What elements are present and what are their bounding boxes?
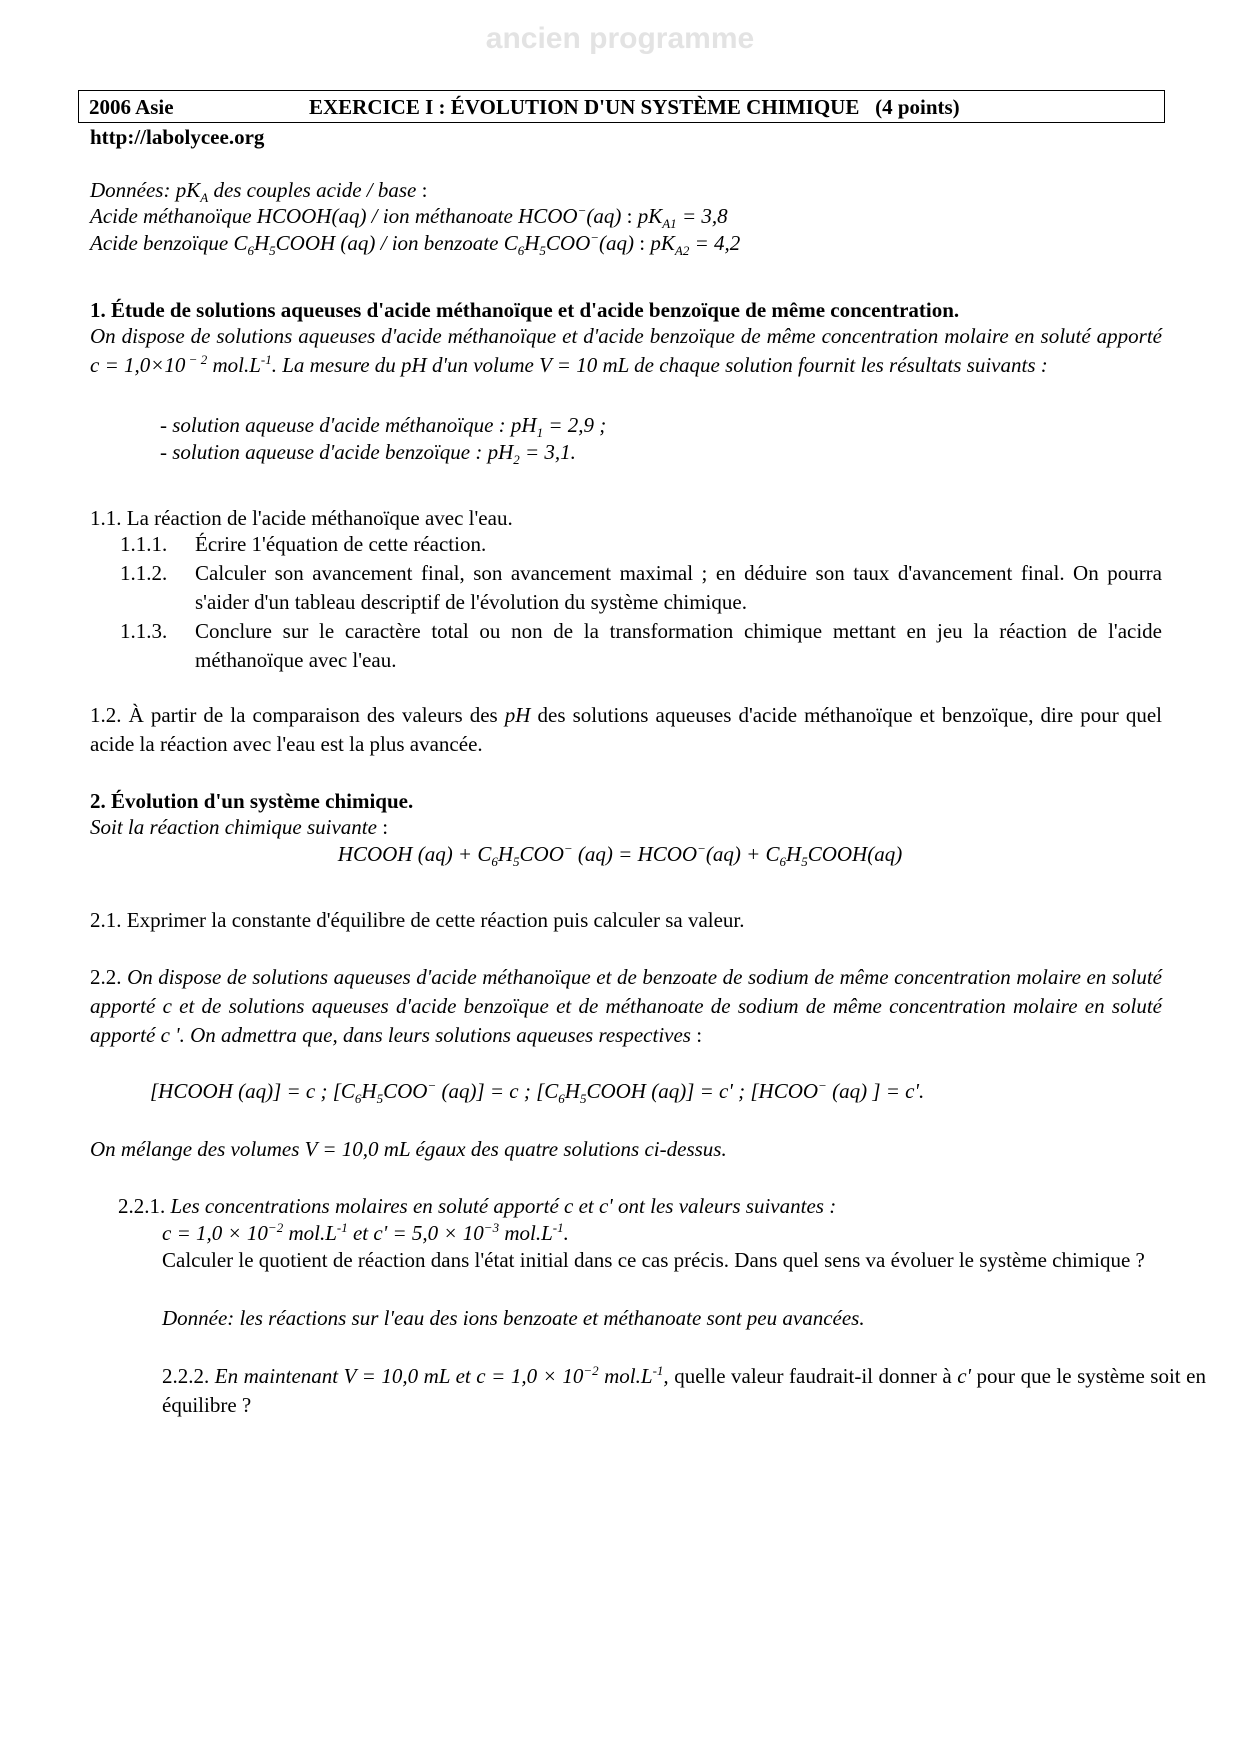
source-link[interactable]: http://labolycee.org <box>90 125 265 149</box>
part1-paragraph: On dispose de solutions aqueuses d'acide méthanoïque et d'acide benzoïque de même concentration molaire en soluté apporté c = 1,0×10 $^{- 2}$ $mol.L^{-1}$. La mesure du pH d'un volume V = 10 mL de chaque solution fournit les résultats suivants : <box>90 324 1162 377</box>
result-ph1: - solution aqueuse d'acide méthanoïque : $pH_1 = 2,9$ ; <box>160 413 607 441</box>
question-2-2-1-note: Donnée: les réactions sur l'eau des ions benzoate et méthanoate sont peu avancées. <box>162 1306 865 1330</box>
question-1-2: 1.2. À partir de la comparaison des valeurs des pH des solutions aqueuses d'acide méthanoïque et benzoïque, dire pour quel acide la réaction avec l'eau est la plus avancée. <box>90 703 1162 756</box>
result-ph2: - solution aqueuse d'acide benzoïque : $pH_2 = 3,1$. <box>160 440 576 468</box>
data-pka1: Acide méthanoïque HCOOH(aq) / ion méthanoate HCOO−(aq) : $pK_{A1} = 3,8$ <box>90 203 728 232</box>
question-2-2: 2.2. On dispose de solutions aqueuses d'acide méthanoïque et de benzoate de sodium de même concentration molaire en soluté apporté c et de solutions aqueuses d'acide benzoïque et de méthanoate de sodium de même concentration molaire en soluté apporté c '. On admettra que, dans leurs solutions aqueuses respectives : <box>90 965 1163 1047</box>
reaction-equation: HCOOH $(aq) + C_6H_5COO^-$ (aq) = HCOO−(aq) + $C_6H_5COOH(aq)$ <box>337 841 903 870</box>
part2-intro: Soit la réaction chimique suivante : <box>90 815 389 839</box>
part1-heading: 1. Étude de solutions aqueuses d'acide méthanoïque et d'acide benzoïque de même concentration. <box>90 298 960 322</box>
question-1-1-2: 1.1.2. Calculer son avancement final, son avancement maximal ; en déduire son taux d'avancement final. On pourra s'aider d'un tableau descriptif de l'évolution du système chimique. <box>120 561 1162 614</box>
exam-year-location: 2006 Asie <box>89 95 174 119</box>
exercise-header-box <box>78 90 1165 123</box>
exercise-title: EXERCICE I : ÉVOLUTION D'UN SYSTÈME CHIMIQUE (4 points) <box>309 95 960 119</box>
concentration-values: $c = 1,0 \times 10^{-2}$ $mol.L^{-1}$ et $c' = 5,0 \times 10^{-3}$ $mol.L^{-1}$. <box>162 1220 569 1245</box>
question-2-2-2: 2.2.2. En maintenant V = 10,0 mL et $c = 1,0 \times 10^{-2}$ $mol.L^{-1}$, quelle valeur faudrait-il donner à c' pour que le système soit en équilibre ? <box>162 1363 1206 1417</box>
data-intro: Données: $pK_A$ des couples acide / base : <box>90 178 428 206</box>
mixing-statement: On mélange des volumes V = 10,0 mL égaux des quatre solutions ci-dessus. <box>90 1137 727 1161</box>
concentration-assumptions: [HCOOH (aq)] = c ; [$C_6H_5COO^-$ (aq)] = c ; [$C_6H_5COOH$ (aq)] = c' ; [HCOO− (aq) ] = c'. <box>150 1078 925 1107</box>
question-2-2-1-ask: Calculer le quotient de réaction dans l'état initial dans ce cas précis. Dans quel sens va évoluer le système chimique ? <box>162 1248 1145 1272</box>
question-2-2-1: 2.2.1. Les concentrations molaires en soluté apporté c et c' ont les valeurs suivantes : <box>118 1194 837 1218</box>
part2-heading: 2. Évolution d'un système chimique. <box>90 789 414 813</box>
question-1-1-3: 1.1.3. Conclure sur le caractère total ou non de la transformation chimique mettant en jeu la réaction de l'acide méthanoïque avec l'eau. <box>120 619 1162 672</box>
data-pka2: Acide benzoïque $C_6H_5COOH$ (aq) / ion benzoate $C_6H_5COO^-(aq)$ : $pK_{A2} = 4,2$ <box>90 230 741 259</box>
watermark: ancien programme <box>485 22 755 55</box>
question-1-1: 1.1. La réaction de l'acide méthanoïque avec l'eau. <box>90 506 513 530</box>
question-1-1-1: 1.1.1. Écrire 1'équation de cette réaction. <box>120 532 487 556</box>
question-2-1: 2.1. Exprimer la constante d'équilibre de cette réaction puis calculer sa valeur. <box>90 908 745 932</box>
